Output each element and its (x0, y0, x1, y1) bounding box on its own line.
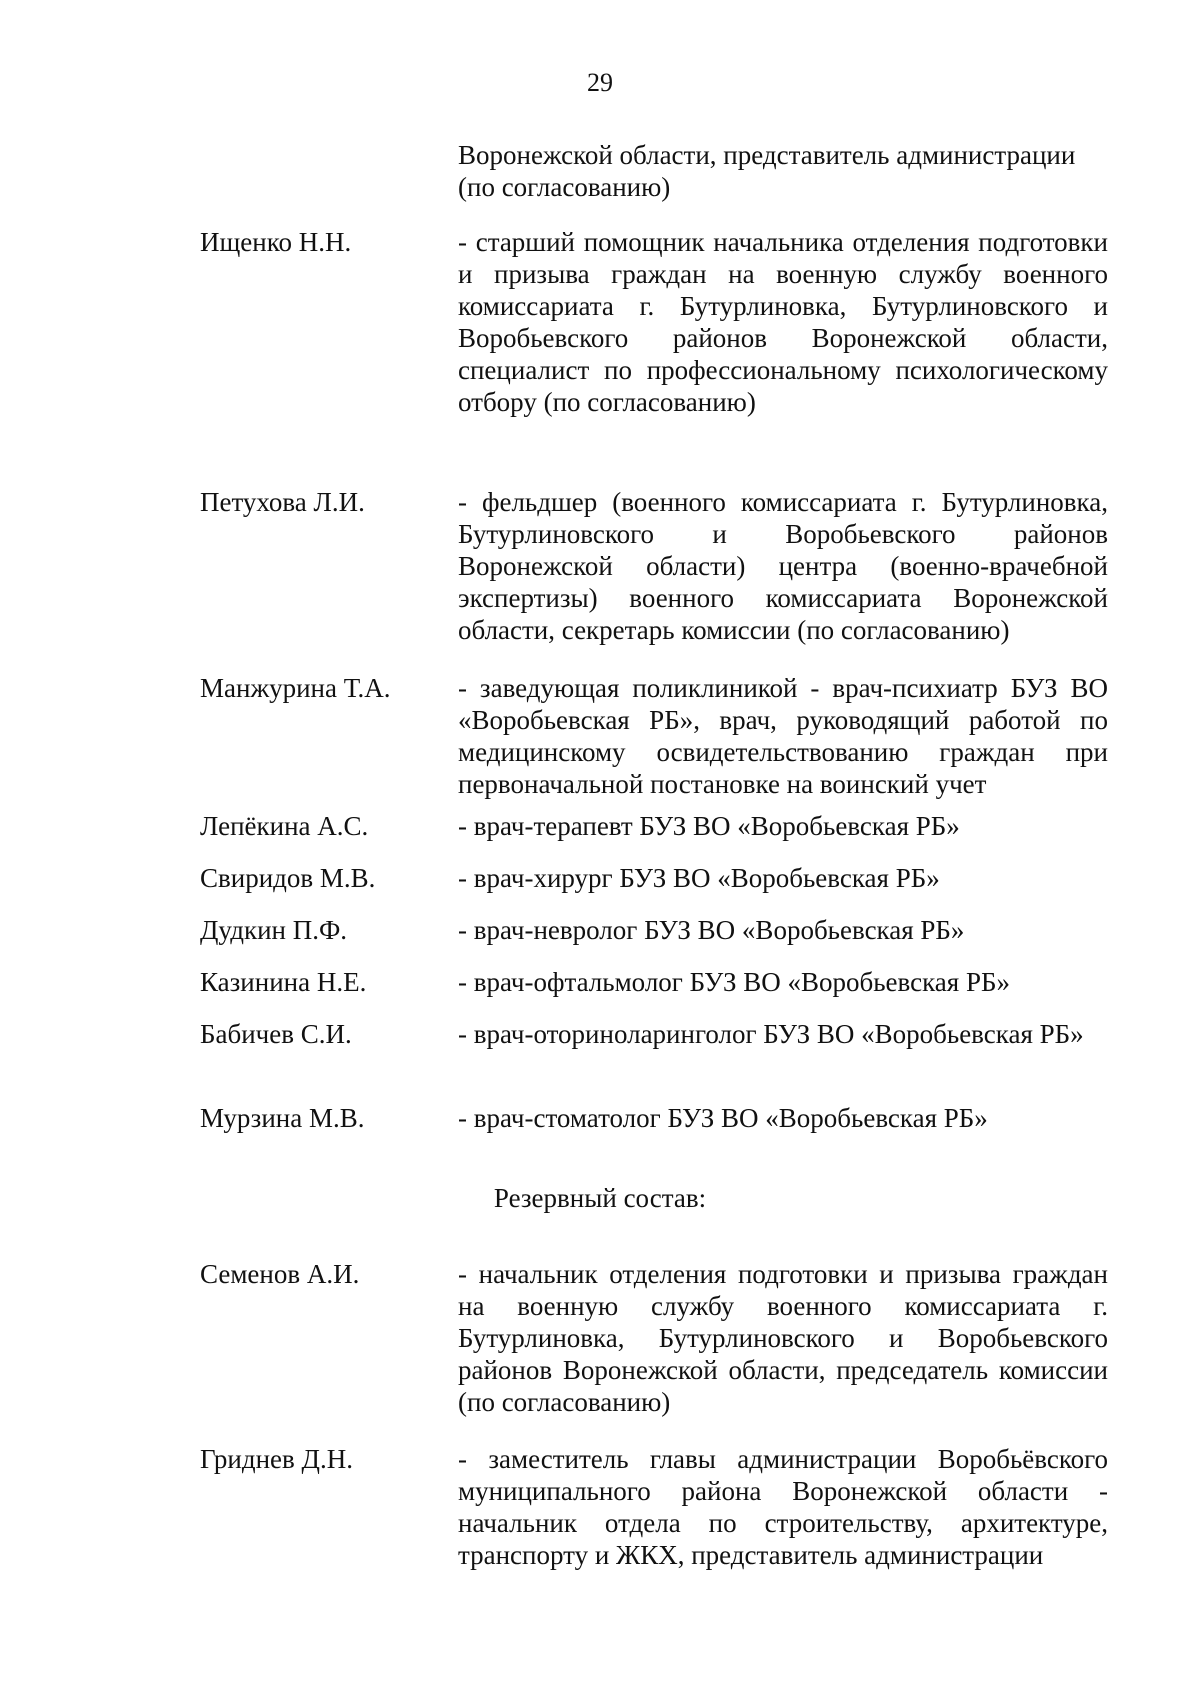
member-role: - врач-хирург БУЗ ВО «Воробьевская РБ» (458, 863, 940, 893)
member-role: - врач-терапевт БУЗ ВО «Воробьевская РБ» (458, 811, 960, 841)
member-name: Семенов А.И. (200, 1259, 360, 1289)
reserve-heading: Резервный состав: (493, 1183, 707, 1213)
member-role: - заведующая поликлиникой - врач-психиатр БУЗ ВО «Воробьевская РБ», врач, руководящий работой по медицинскому освидетельствованию граждан при первоначальной постановке на воинский учет (458, 673, 1108, 799)
member-role: - заместитель главы администрации Воробьёвского муниципального района Воронежской области - начальник отдела по строительству, архитектуре, транспорту и ЖКХ, представитель администрации (458, 1444, 1108, 1570)
member-name: Бабичев С.И. (200, 1019, 352, 1049)
page-number: 29 (587, 68, 613, 97)
member-name: Дудкин П.Ф. (200, 915, 348, 945)
member-role: - врач-оториноларинголог БУЗ ВО «Воробьевская РБ» (458, 1019, 1084, 1049)
member-role: - начальник отделения подготовки и призыва граждан на военную службу военного комиссариата г. Бутурлиновка, Бутурлиновского и Воробьевского районов Воронежской области, председатель комиссии (по согласованию) (458, 1259, 1108, 1417)
member-name: Казинина Н.Е. (200, 967, 367, 997)
member-name: Мурзина М.В. (200, 1103, 365, 1133)
member-role: - врач-стоматолог БУЗ ВО «Воробьевская РБ» (458, 1103, 988, 1133)
member-role: - врач-невролог БУЗ ВО «Воробьевская РБ» (458, 915, 965, 945)
member-name: Лепёкина А.С. (200, 811, 369, 841)
member-role: - старший помощник начальника отделения подготовки и призыва граждан на военную службу военного комиссариата г. Бутурлиновка, Бутурлиновского и Воробьевского районов Воронежской области, специалист по профессиональному психологическому отбору (по согласованию) (458, 227, 1108, 417)
member-role: - врач-офтальмолог БУЗ ВО «Воробьевская РБ» (458, 967, 1010, 997)
member-name: Манжурина Т.А. (200, 673, 391, 703)
previous-entry-continuation: Воронежской области, представитель администрации (по согласованию) (458, 140, 1076, 202)
member-role: - фельдшер (военного комиссариата г. Бутурлиновка, Бутурлиновского и Воробьевского районов Воронежской области) центра (военно-врачебной экспертизы) военного комиссариата Воронежской области, секретарь комиссии (по согласованию) (458, 487, 1108, 645)
member-name: Ищенко Н.Н. (200, 227, 352, 257)
member-name: Петухова Л.И. (200, 487, 365, 517)
member-name: Гриднев Д.Н. (200, 1444, 353, 1474)
member-name: Свиридов М.В. (200, 863, 376, 893)
